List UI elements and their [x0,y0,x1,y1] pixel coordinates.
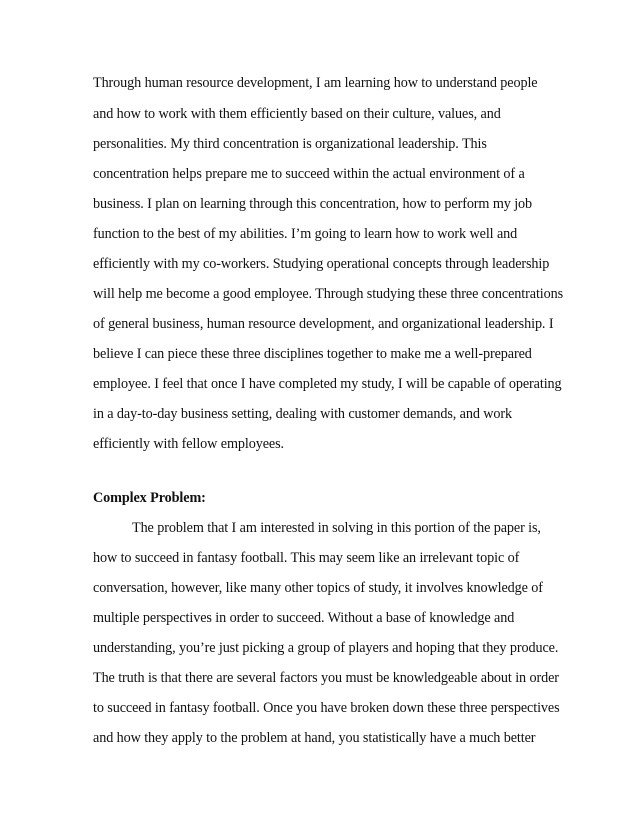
paragraph-line: personalities. My third concentration is organizational leadership. This [93,136,487,152]
paragraph-line: Through human resource development, I am learning how to understand people [93,75,538,91]
section-heading: Complex Problem: [93,490,206,506]
paragraph-line: to succeed in fantasy football. Once you have broken down these three perspectives [93,700,560,716]
paragraph-line: understanding, you’re just picking a group of players and hoping that they produce. [93,640,559,656]
paragraph-line: The problem that I am interested in solving in this portion of the paper is, [132,520,541,536]
paragraph-line: concentration helps prepare me to succeed within the actual environment of a [93,166,525,182]
paragraph-line: will help me become a good employee. Through studying these three concentrations [93,286,564,302]
paragraph-line: The truth is that there are several factors you must be knowledgeable about in order [93,670,559,686]
paragraph-line: believe I can piece these three disciplines together to make me a well-prepared [93,346,532,362]
paragraph-line: and how to work with them efficiently based on their culture, values, and [93,106,501,122]
paragraph-line: employee. I feel that once I have completed my study, I will be capable of operating [93,376,562,392]
paragraph-line: how to succeed in fantasy football. This may seem like an irrelevant topic of [93,550,520,566]
paragraph-line: conversation, however, like many other topics of study, it involves knowledge of [93,580,543,596]
paragraph-line: of general business, human resource development, and organizational leadership. I [93,316,554,332]
paragraph-line: efficiently with my co-workers. Studying operational concepts through leadership [93,256,550,272]
paragraph-line: in a day-to-day business setting, dealing with customer demands, and work [93,406,513,422]
paragraph-line: and how they apply to the problem at hand, you statistically have a much better [93,730,536,746]
paragraph-line: efficiently with fellow employees. [93,436,284,452]
paragraph-line: multiple perspectives in order to succeed. Without a base of knowledge and [93,610,515,626]
paragraph-line: business. I plan on learning through this concentration, how to perform my job [93,196,533,212]
paragraph-line: function to the best of my abilities. I’m going to learn how to work well and [93,226,518,242]
